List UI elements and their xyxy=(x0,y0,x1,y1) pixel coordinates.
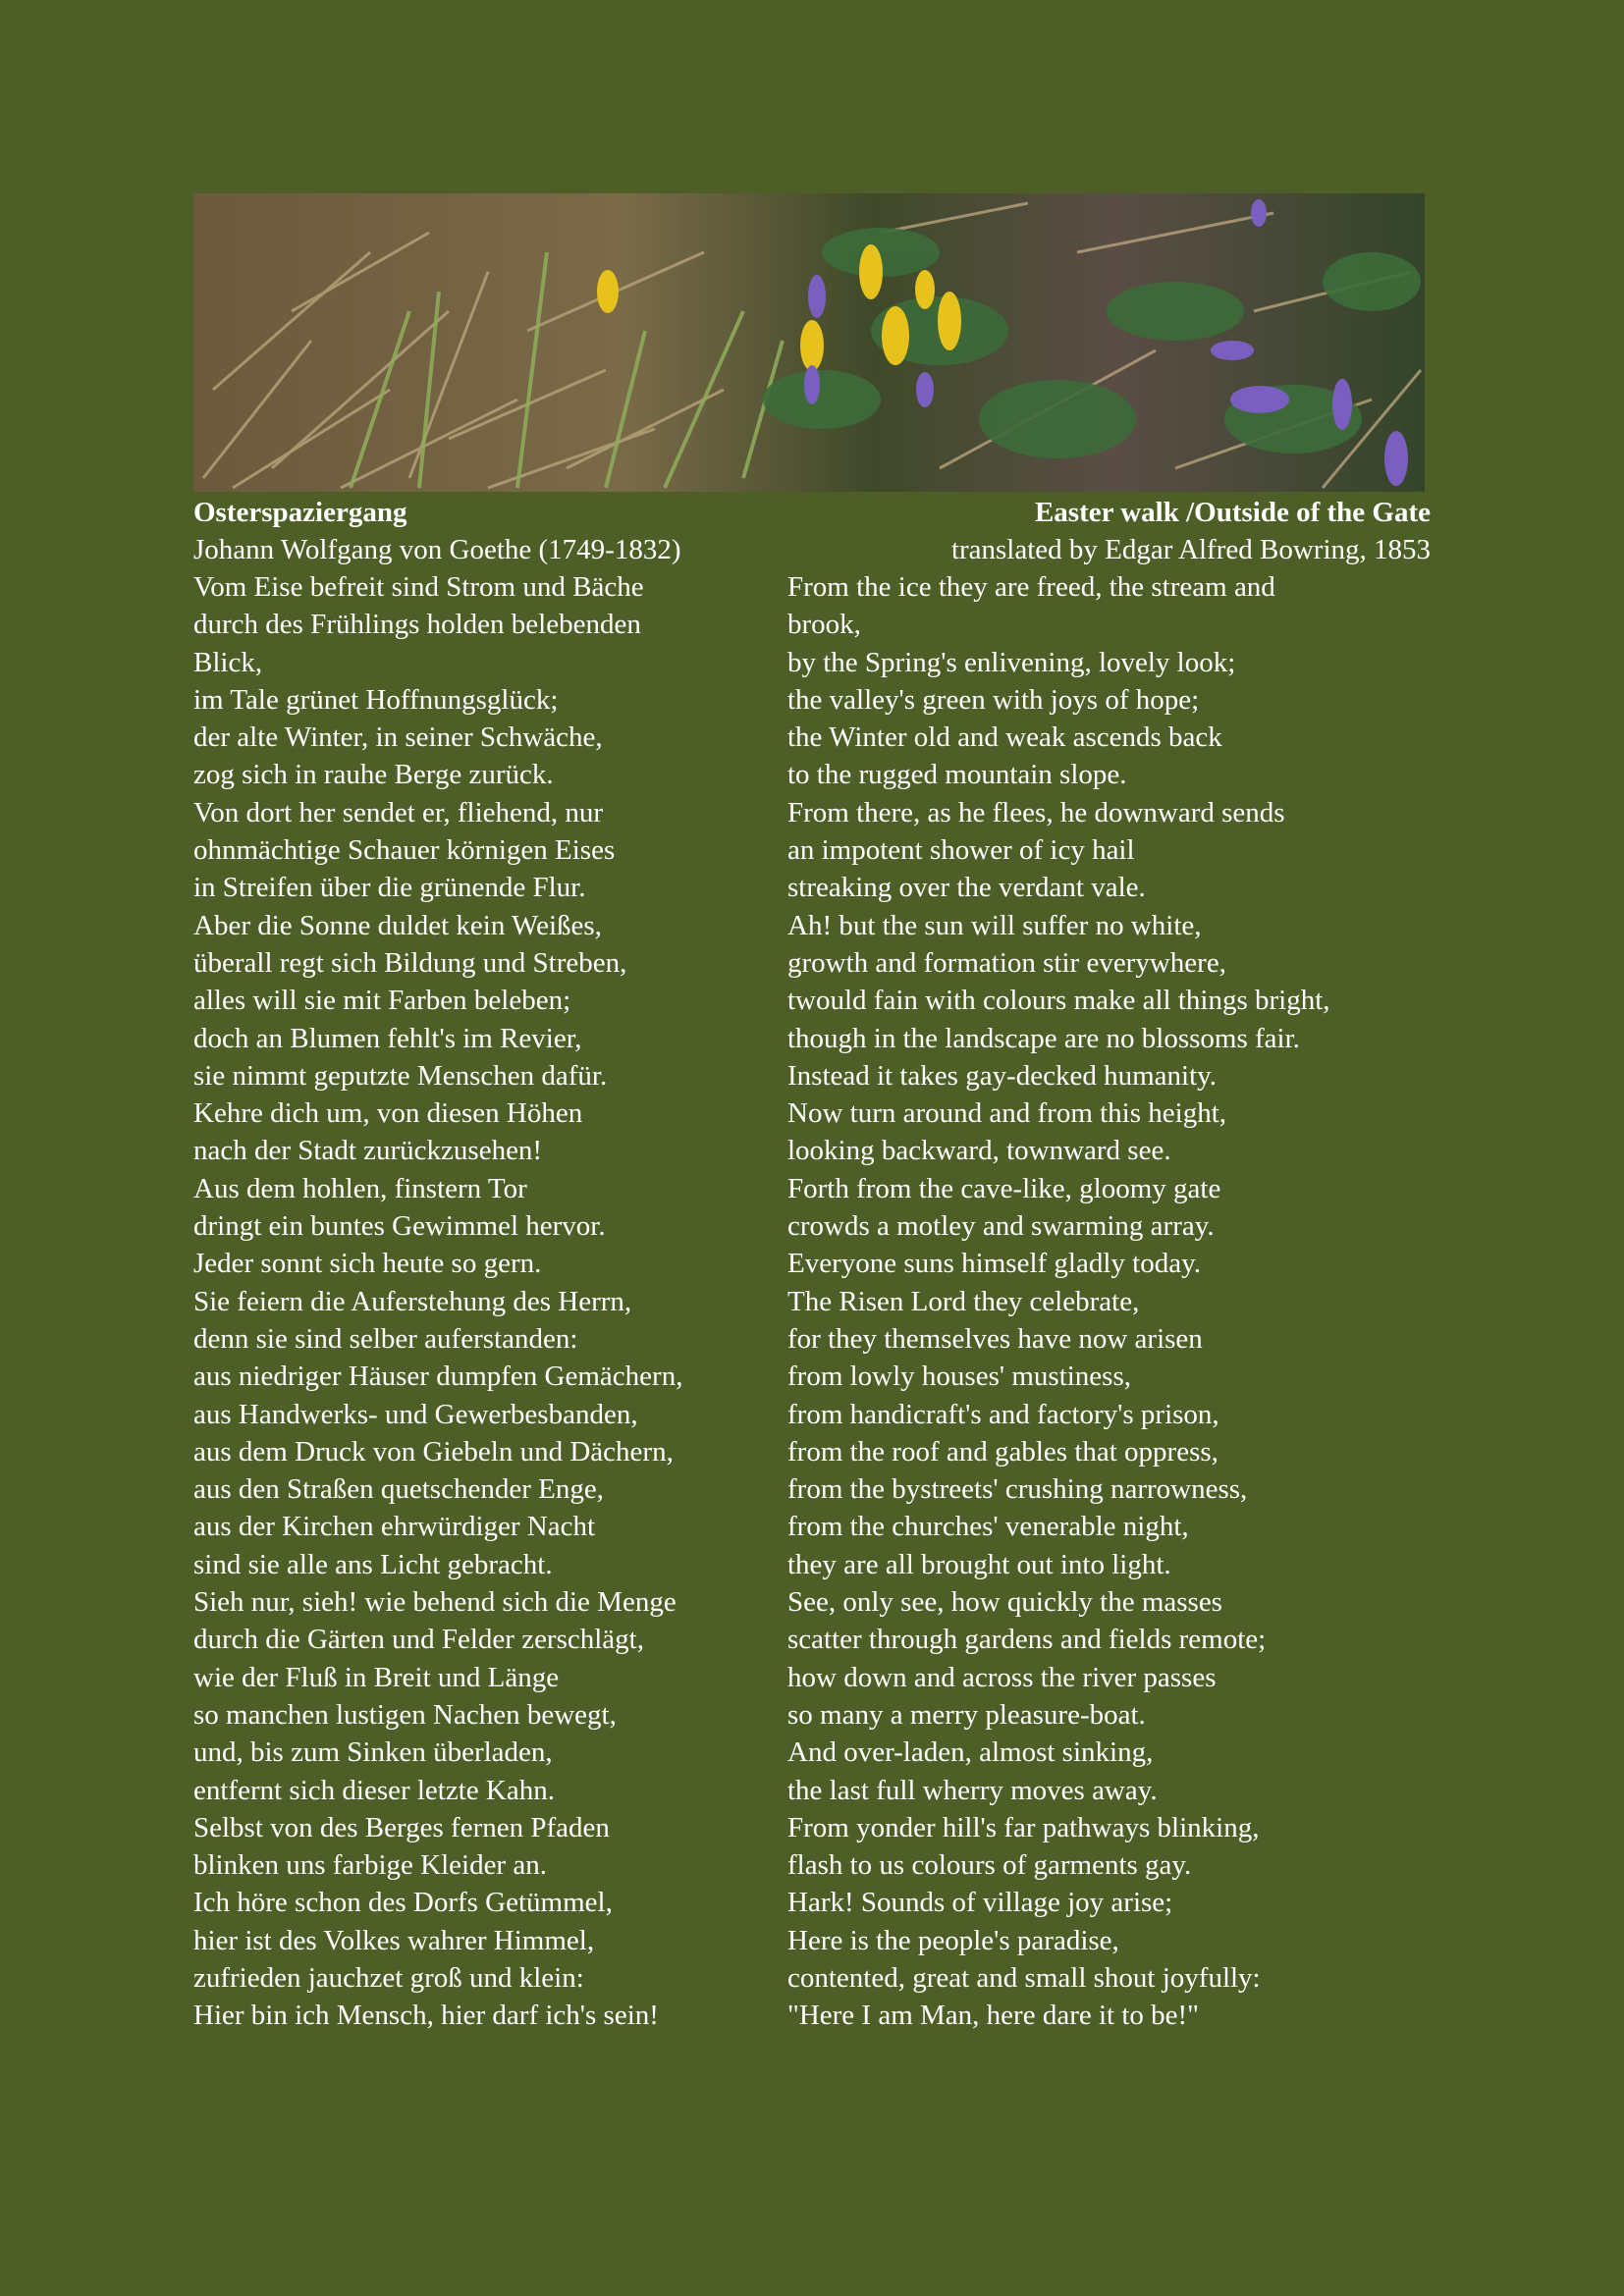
english-poem-line: "Here I am Man, here dare it to be!" xyxy=(787,2000,1200,2032)
english-poem-line: growth and formation stir everywhere, xyxy=(787,946,1226,979)
german-poem-line: alles will sie mit Farben beleben; xyxy=(193,985,571,1017)
german-poem-line: zufrieden jauchzet groß und klein: xyxy=(193,1961,584,1994)
german-poem-line: wie der Fluß in Breit und Länge xyxy=(193,1661,560,1693)
german-poem-line: blinken uns farbige Kleider an. xyxy=(193,1849,547,1882)
english-poem-line: an impotent shower of icy hail xyxy=(787,834,1135,867)
english-poem-line: See, only see, how quickly the masses xyxy=(787,1586,1222,1619)
english-poem-line: The Risen Lord they celebrate, xyxy=(787,1285,1140,1317)
english-poem-line: Instead it takes gay-decked humanity. xyxy=(787,1059,1217,1092)
english-poem-line: Everyone suns himself gladly today. xyxy=(787,1248,1201,1280)
german-poem-line: Jeder sonnt sich heute so gern. xyxy=(193,1248,542,1280)
english-poem-line: from lowly houses' mustiness, xyxy=(787,1361,1131,1393)
english-poem-line: From there, as he flees, he downward sends xyxy=(787,796,1285,828)
english-poem-line: twould fain with colours make all things bright, xyxy=(787,985,1330,1017)
german-poem-line: hier ist des Volkes wahrer Himmel, xyxy=(193,1924,595,1956)
german-author: Johann Wolfgang von Goethe (1749-1832) xyxy=(193,534,681,565)
english-poem-line: from the roof and gables that oppress, xyxy=(787,1435,1218,1468)
german-poem-line: Aus dem hohlen, finstern Tor xyxy=(193,1172,527,1204)
german-poem-line: ohnmächtige Schauer körnigen Eises xyxy=(193,834,616,867)
crocus-banner-image xyxy=(193,193,1425,492)
english-poem-line: for they themselves have now arisen xyxy=(787,1322,1203,1355)
english-poem-line: so many a merry pleasure-boat. xyxy=(787,1698,1146,1731)
german-poem-line: sind sie alle ans Licht gebracht. xyxy=(193,1548,553,1580)
english-poem-line: Ah! but the sun will suffer no white, xyxy=(787,909,1202,941)
english-poem-line: Hark! Sounds of village joy arise; xyxy=(787,1887,1173,1919)
german-poem-line: entfernt sich dieser letzte Kahn. xyxy=(193,1774,555,1806)
german-poem-line: im Tale grünet Hoffnungsglück; xyxy=(193,683,559,716)
english-poem-line: flash to us colours of garments gay. xyxy=(787,1849,1192,1882)
english-poem-line: though in the landscape are no blossoms fair. xyxy=(787,1022,1300,1054)
german-poem-line: durch die Gärten und Felder zerschlägt, xyxy=(193,1624,644,1656)
english-poem-line: to the rugged mountain slope. xyxy=(787,759,1127,791)
german-poem-line: denn sie sind selber auferstanden: xyxy=(193,1322,578,1355)
english-poem-line: crowds a motley and swarming array. xyxy=(787,1210,1215,1243)
german-poem-line: Ich höre schon des Dorfs Getümmel, xyxy=(193,1887,613,1919)
german-poem-line: aus niedriger Häuser dumpfen Gemächern, xyxy=(193,1361,683,1393)
german-poem-line: aus der Kirchen ehrwürdiger Nacht xyxy=(193,1511,596,1543)
english-poem-line: looking backward, townward see. xyxy=(787,1135,1171,1167)
english-poem-line: from handicraft's and factory's prison, xyxy=(787,1398,1219,1430)
english-poem-line: contented, great and small shout joyfully: xyxy=(787,1961,1261,1994)
english-poem-line: how down and across the river passes xyxy=(787,1661,1217,1693)
german-poem-line: Sieh nur, sieh! wie behend sich die Menge xyxy=(193,1586,677,1619)
german-poem-line: Selbst von des Berges fernen Pfaden xyxy=(193,1811,610,1843)
english-poem-line: the valley's green with joys of hope; xyxy=(787,683,1200,716)
german-poem-line: in Streifen über die grünende Flur. xyxy=(193,872,586,904)
german-poem-line: Blick, xyxy=(193,646,263,678)
english-poem-line: streaking over the verdant vale. xyxy=(787,872,1146,904)
german-poem-line: Kehre dich um, von diesen Höhen xyxy=(193,1097,583,1130)
english-poem-line: by the Spring's enlivening, lovely look; xyxy=(787,646,1236,678)
german-poem-line: dringt ein buntes Gewimmel hervor. xyxy=(193,1210,606,1243)
german-title: Osterspaziergang xyxy=(193,497,407,528)
german-poem-line: und, bis zum Sinken überladen, xyxy=(193,1736,553,1769)
german-poem-line: aus dem Druck von Giebeln und Dächern, xyxy=(193,1435,674,1468)
english-poem-line: Now turn around and from this height, xyxy=(787,1097,1227,1130)
german-poem-line: zog sich in rauhe Berge zurück. xyxy=(193,759,554,791)
german-poem-line: nach der Stadt zurückzusehen! xyxy=(193,1135,543,1167)
english-poem-line: they are all brought out into light. xyxy=(787,1548,1171,1580)
english-poem-line: From the ice they are freed, the stream and xyxy=(787,571,1275,603)
english-poem-line: the last full wherry moves away. xyxy=(787,1774,1158,1806)
german-poem-line: Von dort her sendet er, fliehend, nur xyxy=(193,796,604,828)
german-poem-line: Hier bin ich Mensch, hier darf ich's sein! xyxy=(193,2000,659,2032)
english-poem-line: from the churches' venerable night, xyxy=(787,1511,1189,1543)
german-poem xyxy=(193,568,773,2035)
german-poem-line: der alte Winter, in seiner Schwäche, xyxy=(193,721,603,754)
english-poem-line: the Winter old and weak ascends back xyxy=(787,721,1222,754)
english-translator: translated by Edgar Alfred Bowring, 1853 xyxy=(950,534,1431,565)
german-poem-line: Sie feiern die Auferstehung des Herrn, xyxy=(193,1285,632,1317)
english-poem-line: Here is the people's paradise, xyxy=(787,1924,1119,1956)
german-poem-line: aus Handwerks- und Gewerbesbanden, xyxy=(193,1398,638,1430)
english-poem-line: scatter through gardens and fields remote; xyxy=(787,1624,1267,1656)
german-poem-line: Vom Eise befreit sind Strom und Bäche xyxy=(193,571,644,603)
german-poem-line: sie nimmt geputzte Menschen dafür. xyxy=(193,1059,608,1092)
english-poem-line: Forth from the cave-like, gloomy gate xyxy=(787,1172,1221,1204)
english-poem-line: from the bystreets' crushing narrowness, xyxy=(787,1473,1248,1506)
german-poem-line: doch an Blumen fehlt's im Revier, xyxy=(193,1022,582,1054)
german-poem-line: so manchen lustigen Nachen bewegt, xyxy=(193,1698,617,1731)
german-poem-line: aus den Straßen quetschender Enge, xyxy=(193,1473,604,1506)
english-poem-line: And over-laden, almost sinking, xyxy=(787,1736,1154,1769)
german-poem-line: überall regt sich Bildung und Streben, xyxy=(193,946,627,979)
english-title: Easter walk /Outside of the Gate xyxy=(1034,497,1431,528)
german-poem-line: durch des Frühlings holden belebenden xyxy=(193,609,641,641)
english-poem xyxy=(787,568,1426,2035)
english-poem-line: From yonder hill's far pathways blinking, xyxy=(787,1811,1260,1843)
german-poem-line: Aber die Sonne duldet kein Weißes, xyxy=(193,909,602,941)
english-poem-line: brook, xyxy=(787,609,861,641)
